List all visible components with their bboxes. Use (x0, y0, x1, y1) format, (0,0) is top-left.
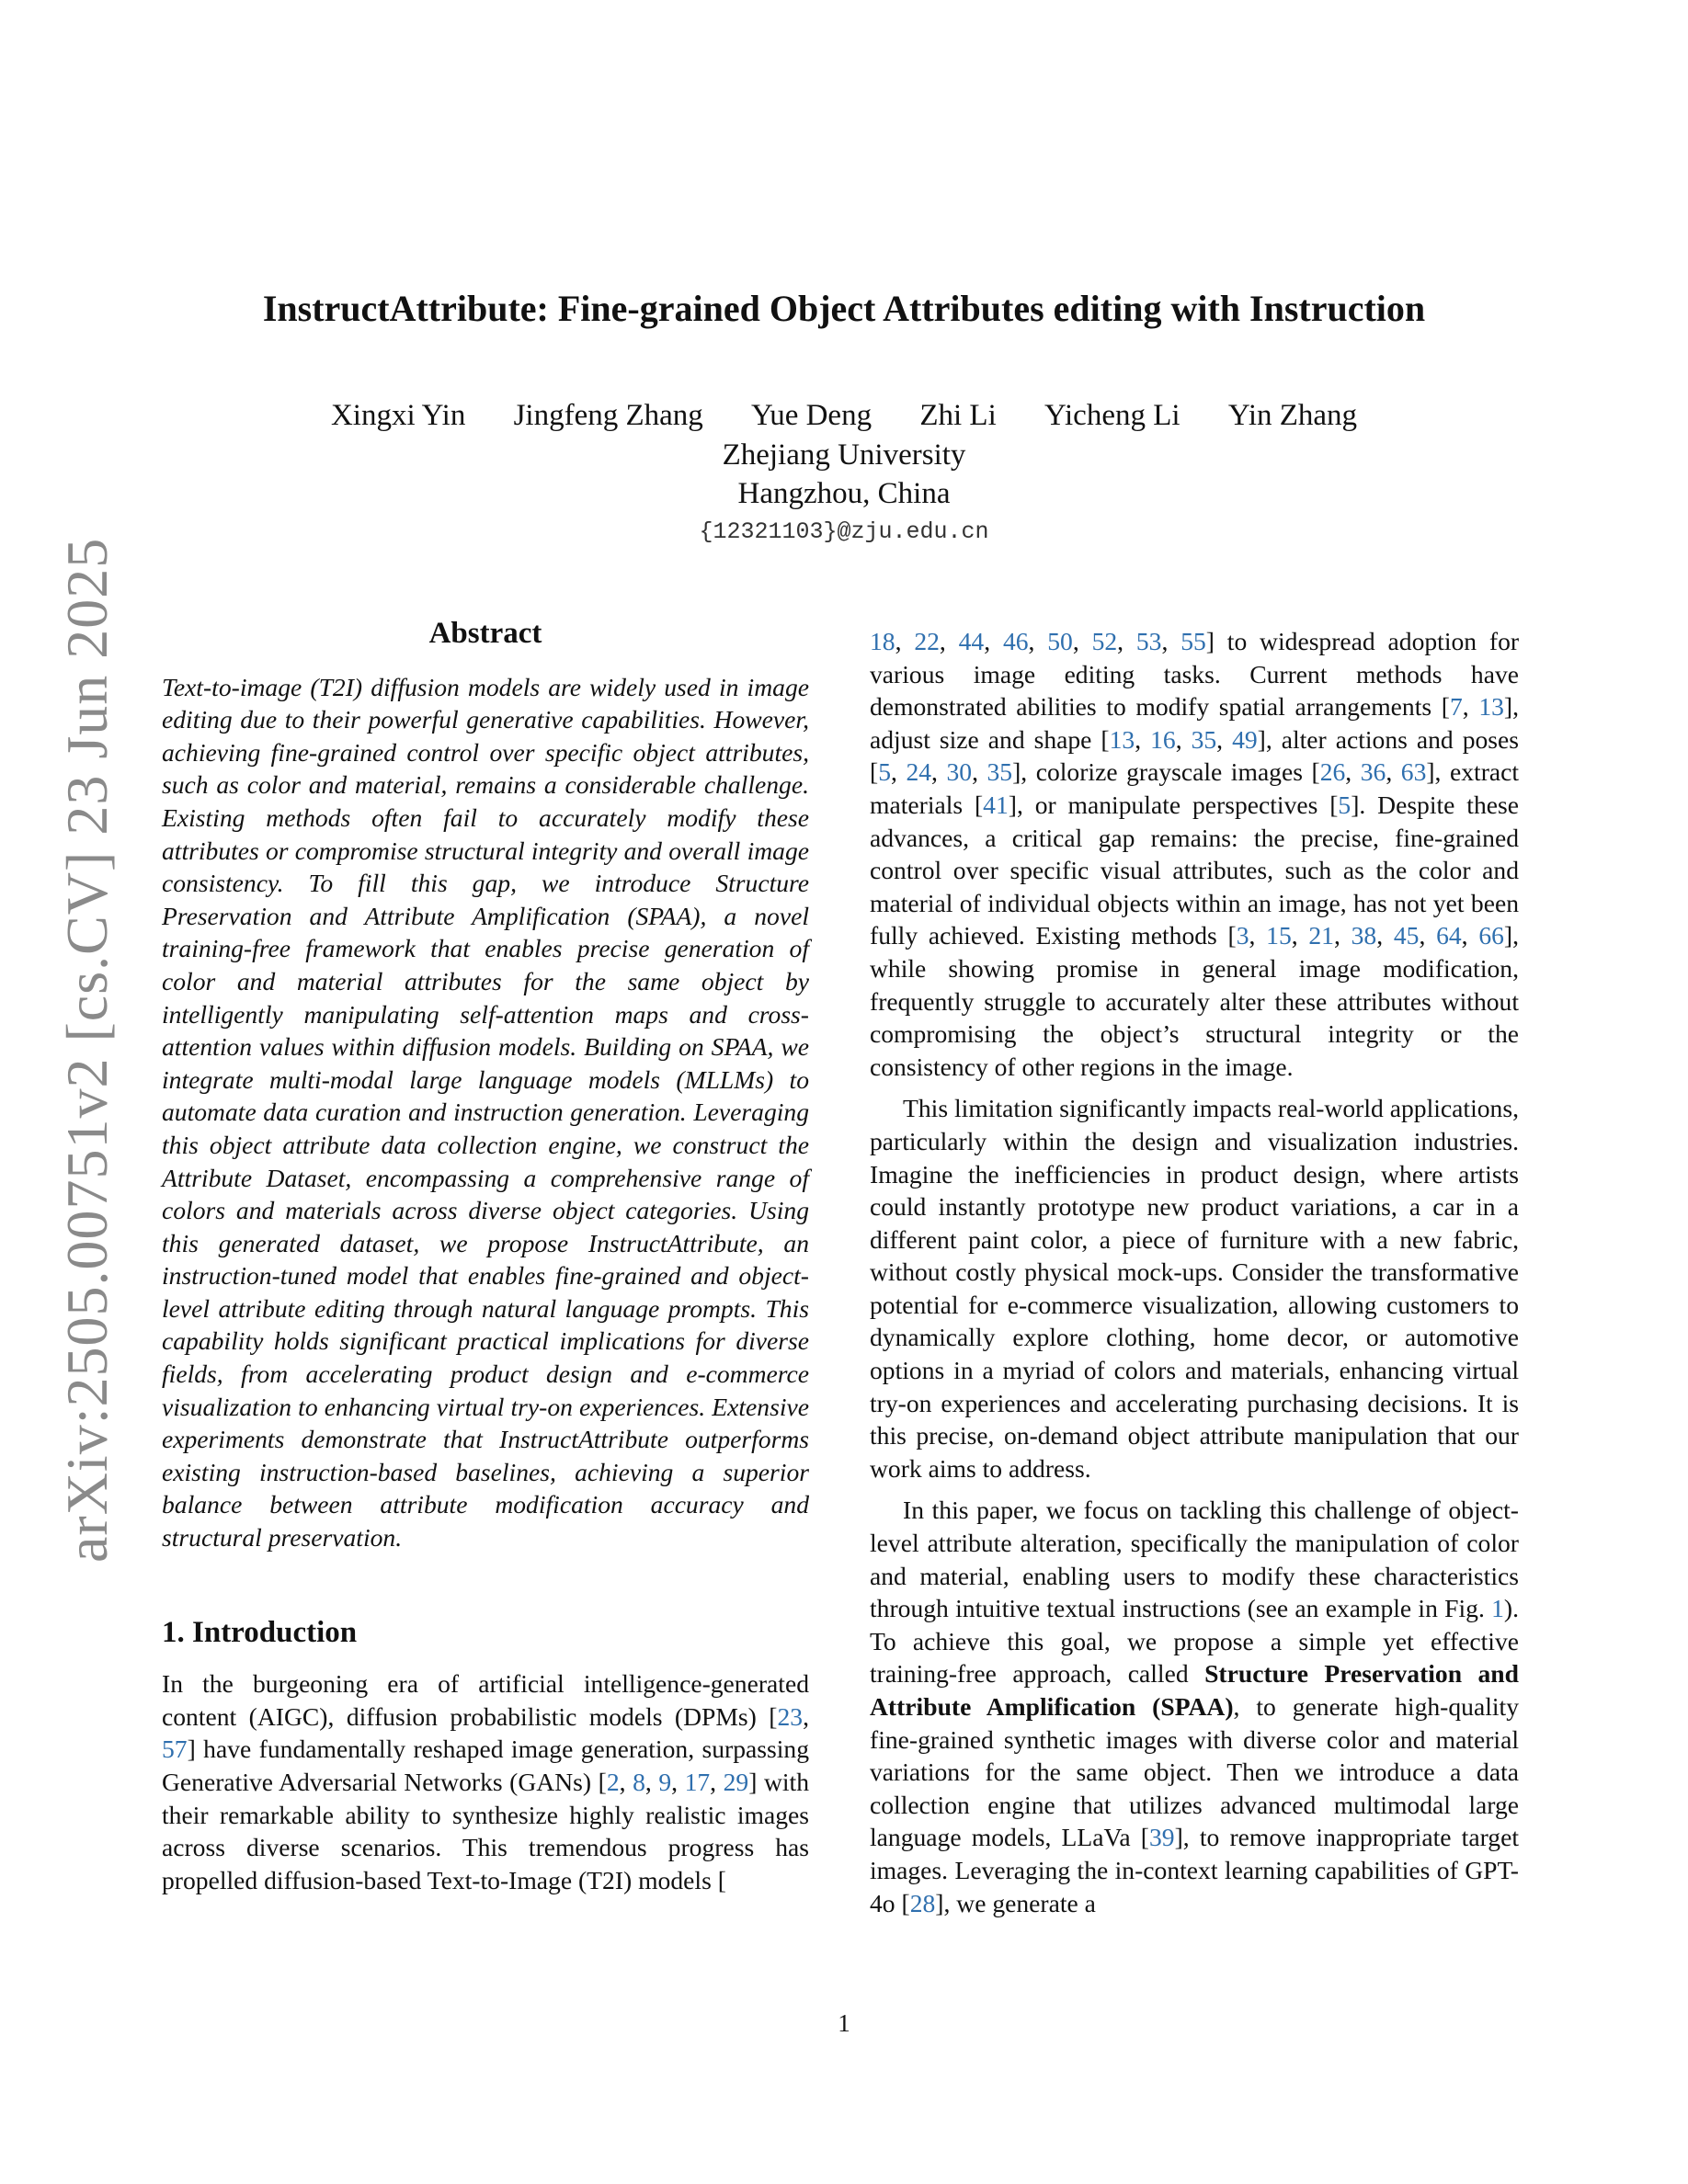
author-list (0, 399, 1688, 433)
citation-link[interactable]: 30 (946, 757, 973, 787)
citation-link[interactable]: 17 (684, 1768, 711, 1796)
citation-link[interactable]: 29 (723, 1768, 749, 1796)
citation-link[interactable]: 64 (1436, 921, 1462, 950)
citation-link[interactable]: 66 (1478, 921, 1504, 950)
intro-paragraph-2: This limitation significantly impacts real-world applications, particularly within the design and visualization industries. Imagine the inefficiencies in product design, where artists could instantly prototype new product variations, a car in a different paint color, a piece of furniture with a new fabric, without costly physical mock-ups. Consider the transformative potential for e-commerce visualization, allowing customers to dynamically explore clothing, home decor, or automotive options in a myriad of colors and materials, enhancing virtual try-on experiences and accelerating purchasing decisions. It is this precise, on-demand object attribute manipulation that our work aims to address. (870, 1094, 1519, 1483)
citation-link[interactable]: 28 (909, 1888, 936, 1917)
page-number: 1 (838, 2009, 850, 2037)
citation-link[interactable]: 9 (658, 1768, 672, 1796)
citation-link[interactable]: 8 (633, 1768, 645, 1796)
author-name: Jingfeng Zhang (513, 399, 703, 432)
citation-link[interactable]: 3 (1236, 921, 1249, 950)
citation-link[interactable]: 7 (1449, 692, 1463, 722)
citation-link[interactable]: 22 (914, 627, 940, 655)
section-heading-introduction: 1. Introduction (162, 1615, 358, 1649)
citation-link[interactable]: 2 (606, 1768, 620, 1796)
citation-link[interactable]: 18 (870, 627, 895, 655)
citation-link[interactable]: 52 (1091, 627, 1118, 655)
abstract-text: Text-to-image (T2I) diffusion models are widely used in image editing due to their powerful generative capabilities. However, achieving fine-grained control over specific object attributes, such as color and material, remains a considerable challenge. Existing methods often fail to accurately modify these attributes or compromise structural integrity and overall image consistency. To fill this gap, we introduce Structure Preservation and Attribute Amplification (SPAA), a novel training-free framework that enables precise generation of color and material attributes for the same object by intelligently manipulating self-attention maps and cross-attention values within diffusion models. Building on SPAA, we integrate multi-modal large language models (MLLMs) to automate data curation and instruction generation. Leveraging this object attribute data collection engine, we construct the Attribute Dataset, encompassing a comprehensive range of colors and materials across diverse object categories. Using this generated dataset, we propose InstructAttribute, an instruction-tuned model that enables fine-grained and object-level attribute editing through natural language prompts. This capability holds significant practical implications for diverse fields, from accelerating product design and e-commerce visualization to enhancing virtual try-on experiences. Extensive experiments demonstrate that InstructAttribute outperforms existing instruction-based baselines, achieving a superior balance between attribute modification accuracy and structural preservation. (162, 672, 809, 1553)
citation-link[interactable]: 38 (1351, 921, 1377, 950)
citation-link[interactable]: 35 (987, 757, 1013, 787)
citation-link[interactable]: 15 (1266, 921, 1292, 950)
author-name: Xingxi Yin (330, 399, 466, 432)
author-name: Yue Deng (751, 399, 873, 432)
citation-link[interactable]: 57 (162, 1735, 188, 1764)
citation-link[interactable]: 53 (1135, 627, 1162, 655)
affiliation-location: Hangzhou, China (737, 477, 951, 510)
abstract-heading: Abstract (428, 617, 542, 650)
citation-link[interactable]: 24 (906, 757, 932, 787)
citation-link[interactable]: 23 (777, 1701, 804, 1731)
citation-link[interactable]: 13 (1109, 724, 1135, 754)
citation-link[interactable]: 45 (1393, 921, 1420, 950)
citation-link[interactable]: 36 (1360, 757, 1386, 787)
citation-link[interactable]: 21 (1308, 921, 1334, 950)
citation-link[interactable]: 50 (1047, 627, 1073, 655)
citation-link[interactable]: 35 (1191, 724, 1217, 754)
author-name: Yin Zhang (1227, 399, 1358, 432)
affiliation-institution: Zhejiang University (722, 438, 966, 472)
citation-link[interactable]: 5 (1338, 790, 1352, 819)
author-name: Yicheng Li (1044, 399, 1180, 432)
author-name: Zhi Li (919, 399, 997, 432)
citation-link[interactable]: 49 (1232, 724, 1258, 754)
citation-link[interactable]: 5 (878, 757, 891, 787)
intro-paragraph-1: In the burgeoning era of artificial intelligence-generated content (AIGC), diffusion probabilistic models (DPMs) [23, 57] have fundamentally reshaped image generation, surpassing Generative Adversarial Networks (GANs) [2, 8, 9, 17, 29] with their remarkable ability to synthesize highly realistic images across diverse scenarios. This tremendous progress has propelled diffusion-based Text-to-Image (T2I) models [ (162, 1669, 810, 1894)
citation-link[interactable]: 16 (1150, 724, 1176, 754)
citation-link[interactable]: 26 (1319, 757, 1346, 787)
author-email: {12321103}@zju.edu.cn (699, 518, 989, 545)
citation-link[interactable]: 55 (1180, 627, 1206, 655)
right-column (870, 625, 1519, 1919)
citation-link[interactable]: 44 (958, 627, 985, 655)
arxiv-stamp: arXiv:2505.00751v2 [cs.CV] 23 Jun 2025 (54, 537, 120, 1563)
citation-link[interactable]: 41 (983, 790, 1009, 819)
figure-link[interactable]: 1 (1491, 1594, 1504, 1623)
method-name: Structure Preservation and Attribute Amplification (SPAA) (870, 1659, 1519, 1721)
intro-paragraph-3: In this paper, we focus on tackling this challenge of object-level attribute alteration, specifically the manipulation of color and material, enabling users to modify these characteristics through intuitive textual instructions (see an example in Fig. 1). To achieve this goal, we propose a simple yet effective training-free approach, called Structure Preservation and Attribute Amplification (SPAA), to generate high-quality fine-grained synthetic images with diverse color and material variations for the same object. Then we introduce a data collection engine that utilizes advanced multimodal large language models, LLaVa [39], to remove inappropriate target images. Leveraging the in-context learning capabilities of GPT-4o [28], we generate a (870, 1496, 1519, 1917)
citation-link[interactable]: 39 (1149, 1823, 1175, 1852)
citation-link[interactable]: 46 (1002, 627, 1029, 655)
intro-paragraph-1-continued: 18, 22, 44, 46, 50, 52, 53, 55] to widespread adoption for various image editing tasks. Current methods have demonstrated abilities to modify spatial arrangements [7, 13], adjust size and shape [13, 16, 35, 49], alter actions and poses [5, 24, 30, 35], colorize grayscale images [26, 36, 63], extract materials [41], or manipulate perspectives [5]. Despite these advances, a critical gap remains: the precise, fine-grained control over specific visual attributes, such as the color and material of individual objects within an image, has not yet been fully achieved. Existing methods [3, 15, 21, 38, 45, 64, 66], while showing promise in general image modification, frequently struggle to accurately alter these attributes without compromising the object’s structural integrity or the consistency of other regions in the image. (870, 627, 1520, 1081)
citation-link[interactable]: 13 (1478, 692, 1504, 722)
affiliation (0, 436, 1688, 513)
left-column (162, 618, 809, 1896)
paper-title: InstructAttribute: Fine-grained Object Attributes editing with Instruction (262, 288, 1426, 329)
citation-link[interactable]: 63 (1400, 757, 1427, 787)
